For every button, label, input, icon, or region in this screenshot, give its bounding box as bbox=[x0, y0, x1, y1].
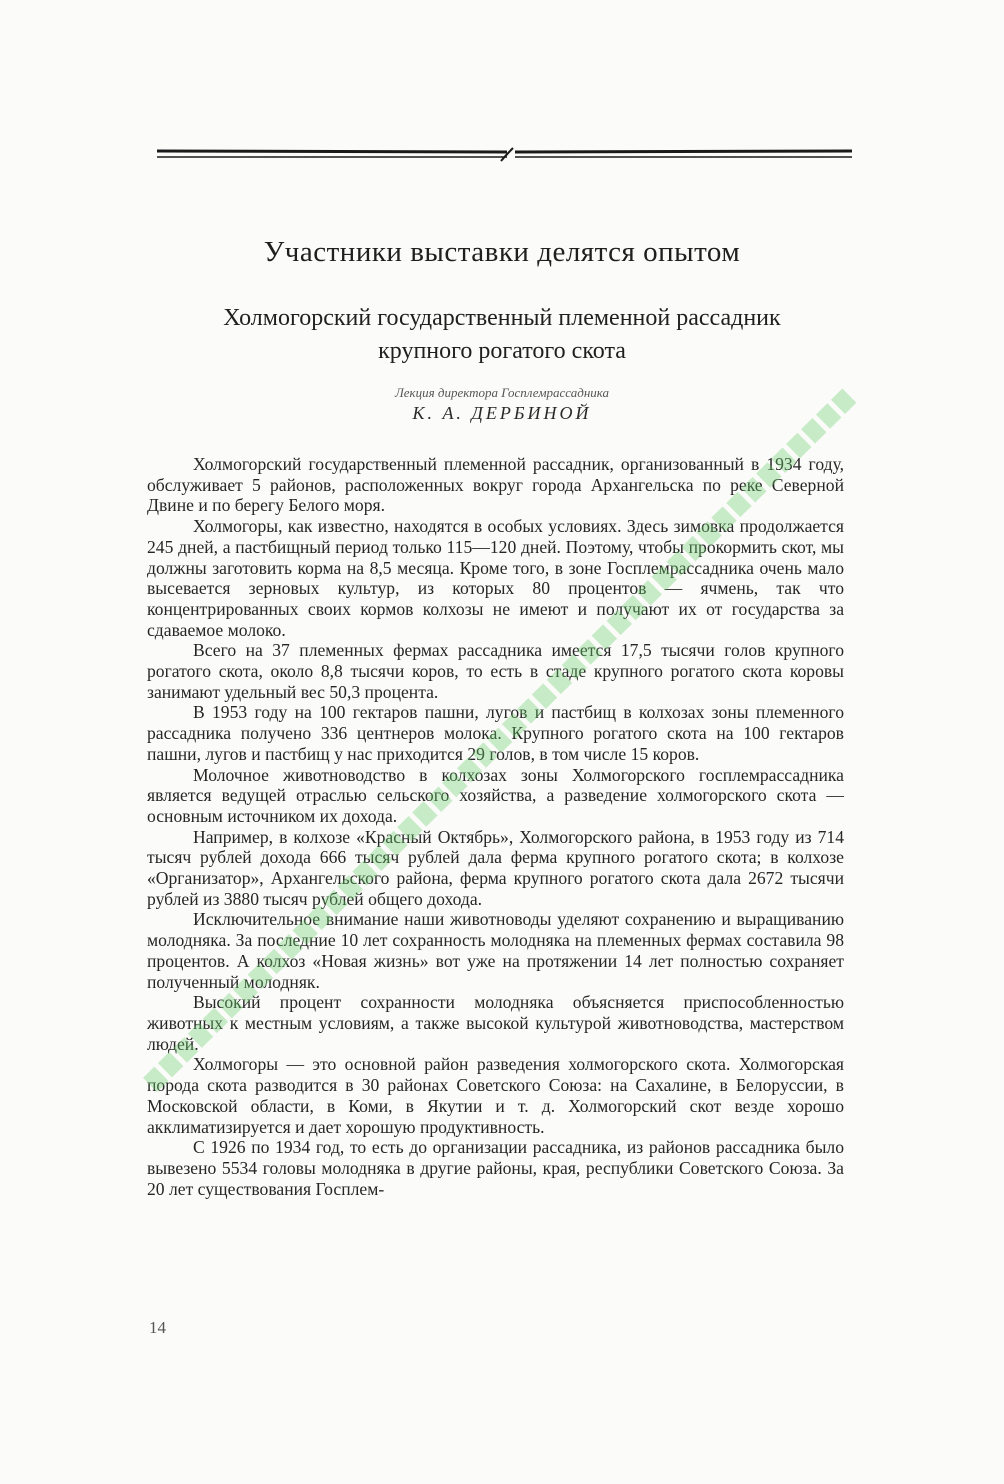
body-paragraph: С 1926 по 1934 год, то есть до организации рассадника, из районов рассадника было вывезено 5534 головы молодняка в другие районы, края, республики Советского Союза. За 20 лет существования Госплем- bbox=[147, 1137, 844, 1199]
body-paragraph: Всего на 37 племенных фермах рассадника имеется 17,5 тысячи голов крупного рогатого скота, около 8,8 тысячи коров, то есть в стаде крупного рогатого скота коровы занимают удельный вес 50,3 процента. bbox=[147, 640, 844, 702]
decorative-header-rule bbox=[157, 145, 852, 165]
body-paragraph: Холмогоры, как известно, находятся в особых условиях. Здесь зимовка продолжается 245 дней, а пастбищный период только 115—120 дней. Поэтому, чтобы прокормить скот, мы должны заготовить корма на 8,5 месяца. Кроме того, в зоне Госплемрассадника очень мало высевается зерновых культур, из которых 80 процентов — ячмень, так что концентрированных своих кормов колхозы не имеют и получают их от государства за сдаваемое молоко. bbox=[147, 516, 844, 640]
body-paragraph: Например, в колхозе «Красный Октябрь», Холмогорского района, в 1953 году из 714 тысяч рублей дохода 666 тысяч рублей дала ферма крупного рогатого скота; в колхозе «Организатор», Архангельского района, ферма крупного рогатого скота дала 2672 тысячи рублей из 3880 тысяч рублей общего дохода. bbox=[147, 826, 844, 909]
body-paragraph: Холмогорский государственный племенной рассадник, организованный в 1934 году, обслуживает 5 районов, расположенных вокруг города Архангельска по реке Северной Двине и по берегу Белого моря. bbox=[147, 454, 844, 516]
subtitle-line: крупного рогатого скота bbox=[378, 338, 626, 364]
body-paragraph: Молочное животноводство в колхозах зоны Холмогорского госплемрассадника является ведущей отраслью сельского хозяйства, а разведение холмогорского скота — основным источником их дохода. bbox=[147, 764, 844, 826]
page-number: 14 bbox=[149, 1318, 166, 1337]
article-body bbox=[147, 454, 844, 1199]
author-name: К. А. ДЕРБИНОЙ bbox=[412, 403, 592, 423]
article-title: Участники выставки делятся опытом bbox=[263, 236, 741, 268]
article-subtitle bbox=[120, 302, 884, 368]
body-paragraph: В 1953 году на 100 гектаров пашни, лугов и пастбищ в колхозах зоны племенного рассадника получено 336 центнеров молока. Крупного рогатого скота на 100 гектаров пашни, лугов и пастбищ у нас приходится 29 голов, в том числе 15 коров. bbox=[147, 702, 844, 764]
body-paragraph: Холмогоры — это основной район разведения холмогорского скота. Холмогорская порода скота разводится в 30 районах Советского Союза: на Сахалине, в Белоруссии, в Московской области, в Коми, в Якутии и т. д. Холмогорский скот везде хорошо акклиматизируется и дает хорошую продуктивность. bbox=[147, 1054, 844, 1137]
body-paragraph: Исключительное внимание наши животноводы уделяют сохранению и выращиванию молодняка. За последние 10 лет сохранность молодняка на племенных фермах составила 98 процентов. А колхоз «Новая жизнь» вот уже на протяжении 14 лет полностью сохраняет полученный молодняк. bbox=[147, 909, 844, 992]
lecture-byline: Лекция директора Госплемрассадника bbox=[394, 385, 610, 400]
subtitle-line: Холмогорский государственный племенной рассадник bbox=[223, 305, 781, 331]
body-paragraph: Высокий процент сохранности молодняка объясняется приспособленностью животных к местным условиям, а также высокой культурой животноводства, мастерством людей. bbox=[147, 992, 844, 1054]
